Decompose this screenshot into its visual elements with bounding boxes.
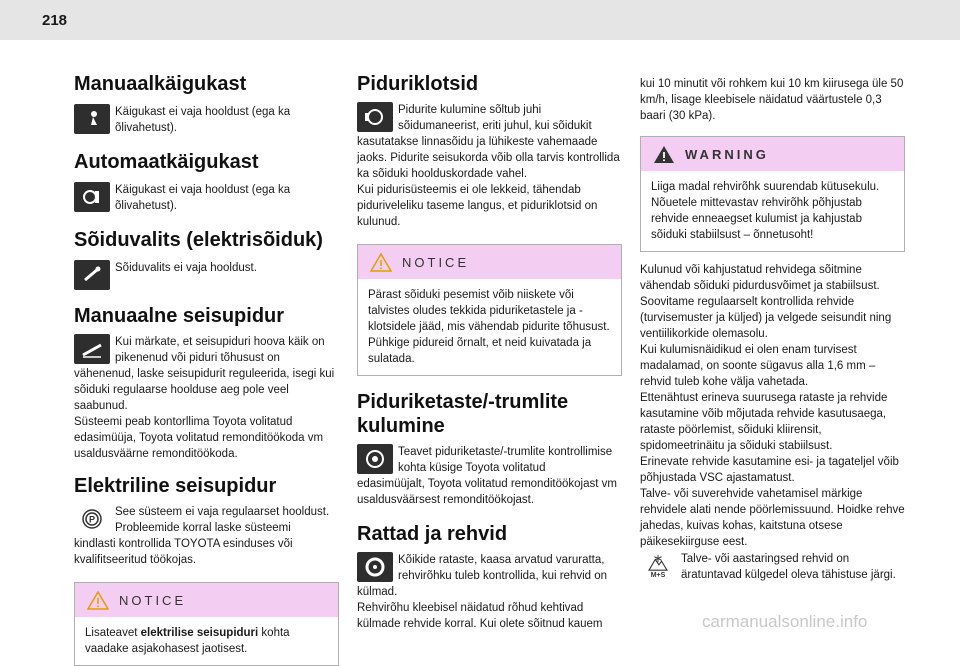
warning-triangle-icon (653, 144, 675, 164)
notice-triangle-icon (370, 252, 392, 272)
electric-parking-brake-text: kindlasti kontrollida TOYOTA esinduses või kvalifitseeritud töökojas. (74, 538, 296, 566)
notice-box-parking-brake (74, 582, 339, 666)
wheels-tyres-text-side: Kõikide rataste, kaasa arvatud varuratta, rehvirõhku tuleb kontrollida, kui rehvid on (398, 554, 608, 582)
manual-parking-brake-text-side: Kui märkate, et seisupiduri hoova käik on pikenenud või piduri tõhusust on (115, 336, 328, 364)
manual-parking-brake-text: vähenenud, laske seisupidurit reguleerida, isegi kui sõiduki regulaarse hoolduse aeg pole veel saabunud. Süsteemi peab kontorllima Toyota volitatud edasimüüja, Toyota volitatud remonditöökoda vm usaldusväärne remonditöökoda. (74, 368, 335, 460)
electric-parking-brake-text-side: See süsteem ei vaja regulaarset hooldust. Probleemide korral laske süsteemi (115, 506, 333, 534)
warning-box (640, 136, 905, 252)
handbrake-lever-icon (74, 334, 110, 364)
automatic-gearbox-icon (74, 182, 110, 212)
notice-text-bold: elektrilise seisupiduri (140, 627, 259, 639)
svg-text:P: P (88, 514, 96, 525)
electric-parking-brake-row (74, 504, 339, 536)
brake-discs-heading: Piduriketaste/-trumlite kulumine (357, 391, 569, 437)
warning-header (641, 137, 904, 171)
manual-parking-brake-heading: Manuaalne seisupidur (74, 305, 285, 327)
brake-discs-text-side: Teavet piduriketaste/-trumlite kontrollimise kohta küsige Toyota volitatud (398, 446, 616, 474)
drive-selector-icon (74, 260, 110, 290)
notice-text-after: kohta vaadake asjakohasest jaotisest. (85, 627, 293, 655)
notice-title: NOTICE (119, 592, 187, 608)
brake-pads-text: kasutatakse linnasõidu ja lühikeste vahemaade jaoks. Pidurite seisukorda võib olla tarvis kontrollida ka sõiduki hoolduskordade vahel. Kui pidurisüsteemis ei ole lekkeid, tähendab piduriveleliku taseme langus, et piduriklotsid on kulunud. (357, 136, 620, 228)
wheels-tyres-text: külmad. Rehvirõhu kleebisel näidatud rõhud kehtivad külmade rehvide korral. Kui olete sõitnud kauem (357, 586, 603, 630)
tyre-pressure-continued-text: kui 10 minutit või rohkem kui 10 km kiirusega üle 50 km/h, lisage kleebisele näidatud väärtustele 0,3 baari (30 kPa). (640, 78, 907, 122)
electric-parking-brake-heading: Elektriline seisupidur (74, 475, 277, 497)
notice-body (75, 617, 338, 665)
mud-snow-label: M+S (650, 572, 666, 579)
page-number: 218 (42, 12, 68, 29)
notice-title-2: NOTICE (402, 254, 470, 270)
brake-discs-text: edasimüüjalt, Toyota volitatud remonditöökojast vm usaldusväärsest remonditöökojast. (357, 478, 621, 506)
winter-tyres-row (640, 551, 905, 583)
drive-selector-row (74, 260, 339, 290)
column-1 (74, 62, 339, 666)
brake-pads-row (357, 102, 622, 134)
notice-box-brake-pads (357, 244, 622, 376)
manual-gearbox-heading: Manuaalkäigukast (74, 73, 247, 95)
column-2 (357, 62, 622, 632)
notice-header-2 (358, 245, 621, 279)
notice-text-before: Lisateavet (85, 627, 141, 639)
manual-parking-brake-row (74, 334, 339, 366)
brake-discs-row (357, 444, 622, 476)
brake-disc-icon (357, 444, 393, 474)
gear-shifter-icon (74, 104, 110, 134)
manual-gearbox-row (74, 104, 339, 136)
wheels-tyres-row (357, 552, 622, 584)
winter-tyres-text: Talve- või aastaringsed rehvid on äratuntavad külgedel oleva tähistuse järgi. (681, 553, 896, 581)
tyre-body-text: Kulunud või kahjustatud rehvidega sõitmine vähendab sõiduki pidurdusvõimet ja stabiilsust. Soovitame regulaarselt kontrollida rehvide (turvisemuster ja küljed) ja velgede seisundit ning ventiilikorkide olemasolu. Kui kulumisnäidikud ei olen enam turvisest madalamad, on soonte sügavus alla 1,6 mm – rehvid tuleb kohe välja vahetada. Ettenähtust erineva suurusega rataste ja rehvide kasutamine võib mõjutada rehvide kasutusaega, rataste pöörlemist, sõiduki kliirensit, spidomeetrinäitu ja sõiduki stabiilsust. Erinevate rehvide kasutamine esi- ja tagateljel võib põhjustada VSC ajastamatust. Talve- või suverehvide vahetamisel märkige rehvidele alati nende pöörlemissuund. Hoidke rehve jahedas, kuivas kohas, kaitstuna otsese päikesekiirguse eest. (640, 264, 905, 548)
manual-gearbox-text: Käigukast ei vaja hooldust (ega ka õlivahetust). (115, 106, 294, 134)
notice-body-2: Pärast sõiduki pesemist võib niiskete või talvistes oludes tekkida piduriketastele ja -klotsidele jääd, mis vähendab pidurite tõhusust. Pühkige pidureid õrnalt, et neid kuivatada ja sulatada. (368, 289, 613, 365)
tyre-icon (357, 552, 393, 582)
notice-triangle-icon (87, 590, 109, 610)
column-3 (640, 76, 905, 583)
notice-header (75, 583, 338, 617)
drive-selector-heading: Sõiduvalits (elektrisõiduk) (74, 229, 323, 251)
automatic-gearbox-row (74, 182, 339, 214)
parking-brake-icon (74, 504, 110, 534)
brake-pads-heading: Piduriklotsid (357, 73, 479, 95)
brake-pads-text-side: Pidurite kulumine sõltub juhi sõidumaneerist, eriti juhul, kui sõidukit (398, 104, 592, 132)
page-header-bar (0, 0, 960, 40)
automatic-gearbox-text: Käigukast ei vaja hooldust (ega ka õlivahetust). (115, 184, 294, 212)
warning-body: Liiga madal rehvirõhk suurendab kütusekulu. Nõuetele mittevastav rehvirõhk põhjustab rehvide enneaegset kulumist ja kahjustab sõiduki stabiilsust – õnnetusoht! (651, 181, 883, 241)
snowflake-mountain-icon (640, 551, 676, 583)
brake-pads-icon (357, 102, 393, 132)
automatic-gearbox-heading: Automaatkäigukast (74, 151, 259, 173)
watermark: carmanualsonline.info (702, 612, 868, 631)
warning-title: WARNING (685, 146, 769, 162)
wheels-tyres-heading: Rattad ja rehvid (357, 523, 508, 545)
drive-selector-text: Sõiduvalits ei vaja hooldust. (115, 262, 257, 274)
